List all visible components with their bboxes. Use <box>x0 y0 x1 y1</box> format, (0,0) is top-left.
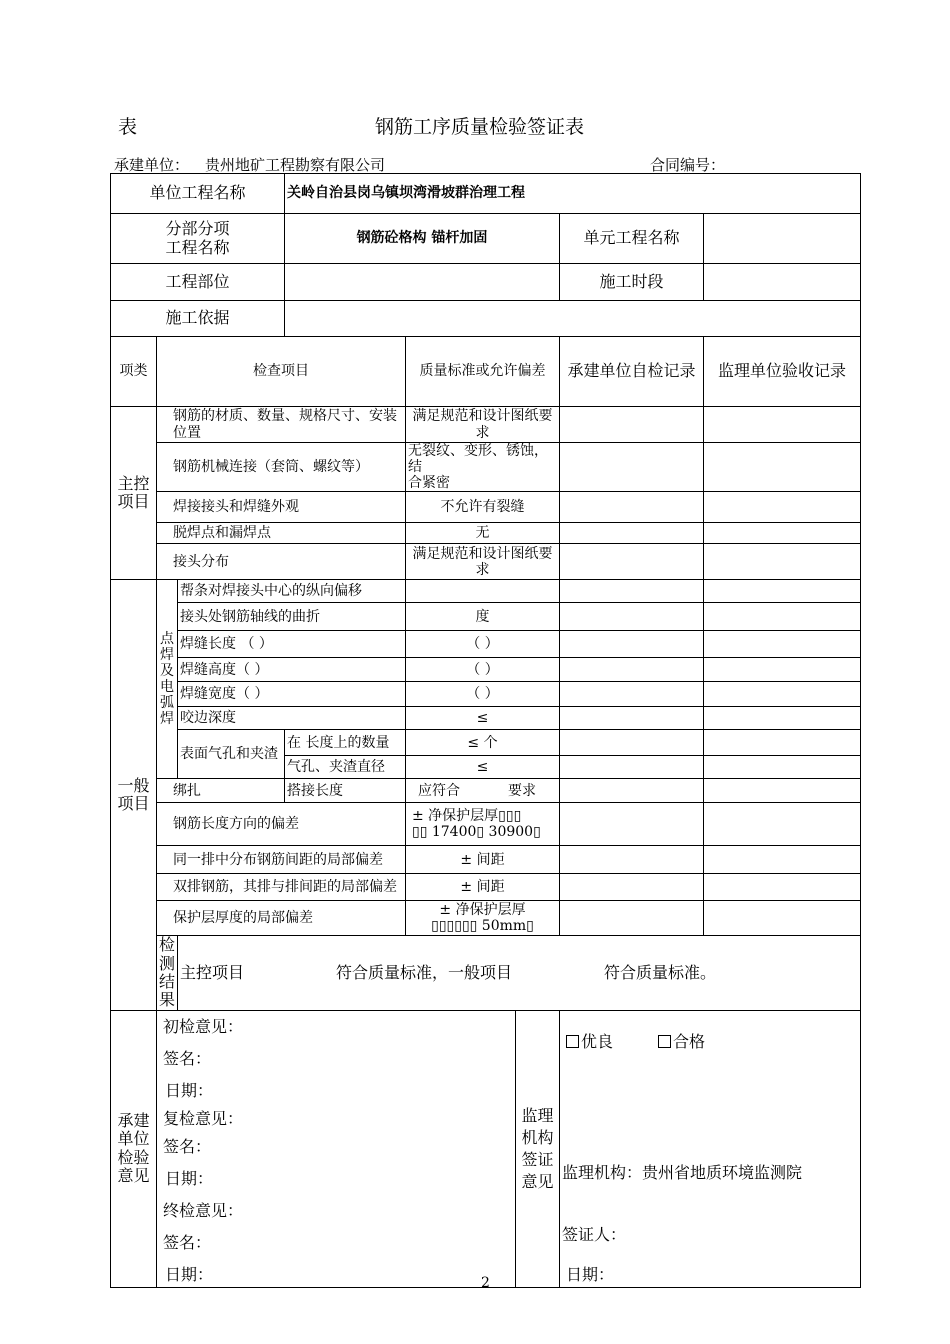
supervisor-date-label: 日期： <box>566 1264 615 1284</box>
main-item: 钢筋机械连接（套筒、螺纹等） <box>157 443 406 492</box>
result-end: 符合质量标准。 <box>604 962 717 982</box>
supervisor-org: 监理机构：贵州省地质环境监测院 <box>562 1162 803 1182</box>
col-item: 检查项目 <box>157 337 406 407</box>
element-name-label: 单元工程名称 <box>560 214 704 264</box>
self-check-cell <box>560 707 704 730</box>
sign-label: 签名： <box>163 1232 212 1252</box>
self-check-cell <box>560 846 704 874</box>
sub-project-label-line2: 工程名称 <box>165 237 230 257</box>
binding-label: 绑扎 <box>157 779 285 803</box>
supervision-cell <box>704 603 861 631</box>
table-prefix: 表 <box>118 116 138 138</box>
self-check-cell <box>560 874 704 901</box>
supervision-cell <box>704 756 861 779</box>
pore-label: 表面气孔和夹渣 <box>178 730 285 779</box>
supervision-cell <box>704 407 861 443</box>
supervision-cell <box>704 631 861 658</box>
supervisor-opinion-area <box>560 1010 861 1287</box>
other-item: 保护层厚度的局部偏差 <box>157 901 406 936</box>
supervisor-opinion-label: 监理 机构 签证 意见 <box>521 1105 554 1191</box>
supervision-cell <box>704 580 861 603</box>
supervision-cell <box>704 707 861 730</box>
pore-standard: ≤ <box>406 756 560 779</box>
other-standard: ± 间距 <box>406 874 560 901</box>
weld-item: 焊缝长度 （ ） <box>178 631 406 658</box>
self-check-cell <box>560 901 704 936</box>
other-standard: ± 净保护层厚▯▯▯ ▯▯ 17400▯ 30900▯ <box>406 803 560 846</box>
main-item: 脱焊点和漏焊点 <box>157 523 406 544</box>
col-category: 项类 <box>111 337 157 407</box>
sub-project-label <box>111 214 285 264</box>
main-item: 钢筋的材质、数量、规格尺寸、安装位置 <box>157 407 406 443</box>
weld-item: 咬边深度 <box>178 707 406 730</box>
supervision-cell <box>704 682 861 707</box>
supervision-cell <box>704 544 861 580</box>
other-standard: ± 净保护层厚 ▯▯▯▯▯▯ 50mm▯ <box>406 901 560 936</box>
supervision-cell <box>704 492 861 523</box>
self-check-cell <box>560 756 704 779</box>
col-standard: 质量标准或允许偏差 <box>406 337 560 407</box>
result-mid: 符合质量标准，一般项目 <box>336 962 513 982</box>
location-label: 工程部位 <box>111 264 285 301</box>
first-check-label: 初检意见： <box>163 1016 244 1036</box>
weld-standard <box>406 580 560 603</box>
date-label: 日期： <box>165 1264 214 1284</box>
supervision-cell <box>704 874 861 901</box>
basis-value <box>285 301 861 337</box>
unit-project-label: 单位工程名称 <box>111 174 285 214</box>
weld-label: 点 焊 及 电 弧 焊 <box>157 580 178 779</box>
sign-label: 签名： <box>163 1136 212 1156</box>
page-title: 钢筋工序质量检验签证表 <box>375 116 585 138</box>
other-item: 钢筋长度方向的偏差 <box>157 803 406 846</box>
unit-project-value: 关岭自治县岗乌镇坝湾滑坡群治理工程 <box>285 174 861 214</box>
self-check-cell <box>560 544 704 580</box>
page-number: 2 <box>481 1275 490 1291</box>
col-supervision: 监理单位验收记录 <box>704 337 861 407</box>
general-label-2: 项目 <box>117 794 150 814</box>
other-standard: ± 间距 <box>406 846 560 874</box>
self-check-cell <box>560 523 704 544</box>
excellent-checkbox[interactable]: 优良 <box>566 1033 613 1051</box>
main-standard: 满足规范和设计图纸要 求 <box>406 407 560 443</box>
pore-item: 气孔、夹渣直径 <box>285 756 406 779</box>
sub-project-label-line1: 分部分项 <box>165 219 230 239</box>
main-control-label-2: 项目 <box>117 492 150 512</box>
sub-project-value: 钢筋砼格构 锚杆加固 <box>285 214 560 264</box>
checkbox-icon <box>566 1035 579 1048</box>
period-value <box>704 264 861 301</box>
weld-item: 帮条对焊接头中心的纵向偏移 <box>178 580 406 603</box>
main-standard: 无 <box>406 523 560 544</box>
weld-standard: （ ） <box>406 631 560 658</box>
self-check-cell <box>560 631 704 658</box>
inspection-table <box>110 173 861 1288</box>
weld-standard: 度 <box>406 603 560 631</box>
supervision-cell <box>704 846 861 874</box>
date-label: 日期： <box>165 1080 214 1100</box>
weld-item: 焊缝宽度（ ） <box>178 682 406 707</box>
final-check-label: 终检意见： <box>163 1200 244 1220</box>
qualified-checkbox[interactable]: 合格 <box>658 1033 705 1051</box>
self-check-cell <box>560 658 704 682</box>
pore-item: 在 长度上的数量 <box>285 730 406 756</box>
element-name-value <box>704 214 861 264</box>
main-item: 接头分布 <box>157 544 406 580</box>
self-check-cell <box>560 730 704 756</box>
result-main: 主控项目 <box>180 962 245 982</box>
checkbox-icon <box>658 1035 671 1048</box>
lap-standard: 应符合 要求 <box>406 779 560 803</box>
contractor-label: 承建单位： <box>114 156 190 174</box>
main-standard: 无裂纹、变形、锈蚀，结 合紧密 <box>406 443 560 492</box>
contractor-opinion-label: 承建 单位 检验 意见 <box>111 1010 157 1287</box>
basis-label: 施工依据 <box>111 301 285 337</box>
main-item: 焊接接头和焊缝外观 <box>157 492 406 523</box>
self-check-cell <box>560 682 704 707</box>
general-label <box>111 580 157 1011</box>
period-label: 施工时段 <box>560 264 704 301</box>
self-check-cell <box>560 803 704 846</box>
date-label: 日期： <box>165 1168 214 1188</box>
re-check-label: 复检意见： <box>163 1108 244 1128</box>
contractor-value: 贵州地矿工程勘察有限公司 <box>205 156 386 174</box>
weld-standard: ≤ <box>406 707 560 730</box>
self-check-cell <box>560 580 704 603</box>
weld-standard: （ ） <box>406 682 560 707</box>
supervision-cell <box>704 803 861 846</box>
result-text <box>178 936 861 1011</box>
supervision-cell <box>704 523 861 544</box>
col-self-check: 承建单位自检记录 <box>560 337 704 407</box>
self-check-cell <box>560 779 704 803</box>
main-control-label-1: 主控 <box>117 473 150 493</box>
supervision-cell <box>704 779 861 803</box>
pore-standard: ≤ 个 <box>406 730 560 756</box>
self-check-cell <box>560 492 704 523</box>
location-value <box>285 264 560 301</box>
contractor-opinion-area <box>157 1010 560 1287</box>
weld-standard: （ ） <box>406 658 560 682</box>
supervision-cell <box>704 658 861 682</box>
sign-label: 签名： <box>163 1048 212 1068</box>
certifier-label: 签证人： <box>562 1224 627 1244</box>
general-label-1: 一般 <box>117 775 150 795</box>
self-check-cell <box>560 603 704 631</box>
main-standard: 满足规范和设计图纸要 求 <box>406 544 560 580</box>
main-standard: 不允许有裂缝 <box>406 492 560 523</box>
self-check-cell <box>560 407 704 443</box>
lap-label: 搭接长度 <box>285 779 406 803</box>
supervision-cell <box>704 730 861 756</box>
weld-item: 接头处钢筋轴线的曲折 <box>178 603 406 631</box>
weld-item: 焊缝高度（ ） <box>178 658 406 682</box>
result-label: 检测 结果 <box>157 936 178 1011</box>
supervision-cell <box>704 443 861 492</box>
contract-number-label: 合同编号： <box>650 156 726 174</box>
self-check-cell <box>560 443 704 492</box>
supervision-cell <box>704 901 861 936</box>
other-item: 双排钢筋，其排与排间距的局部偏差 <box>157 874 406 901</box>
main-control-label <box>111 407 157 580</box>
other-item: 同一排中分布钢筋间距的局部偏差 <box>157 846 406 874</box>
